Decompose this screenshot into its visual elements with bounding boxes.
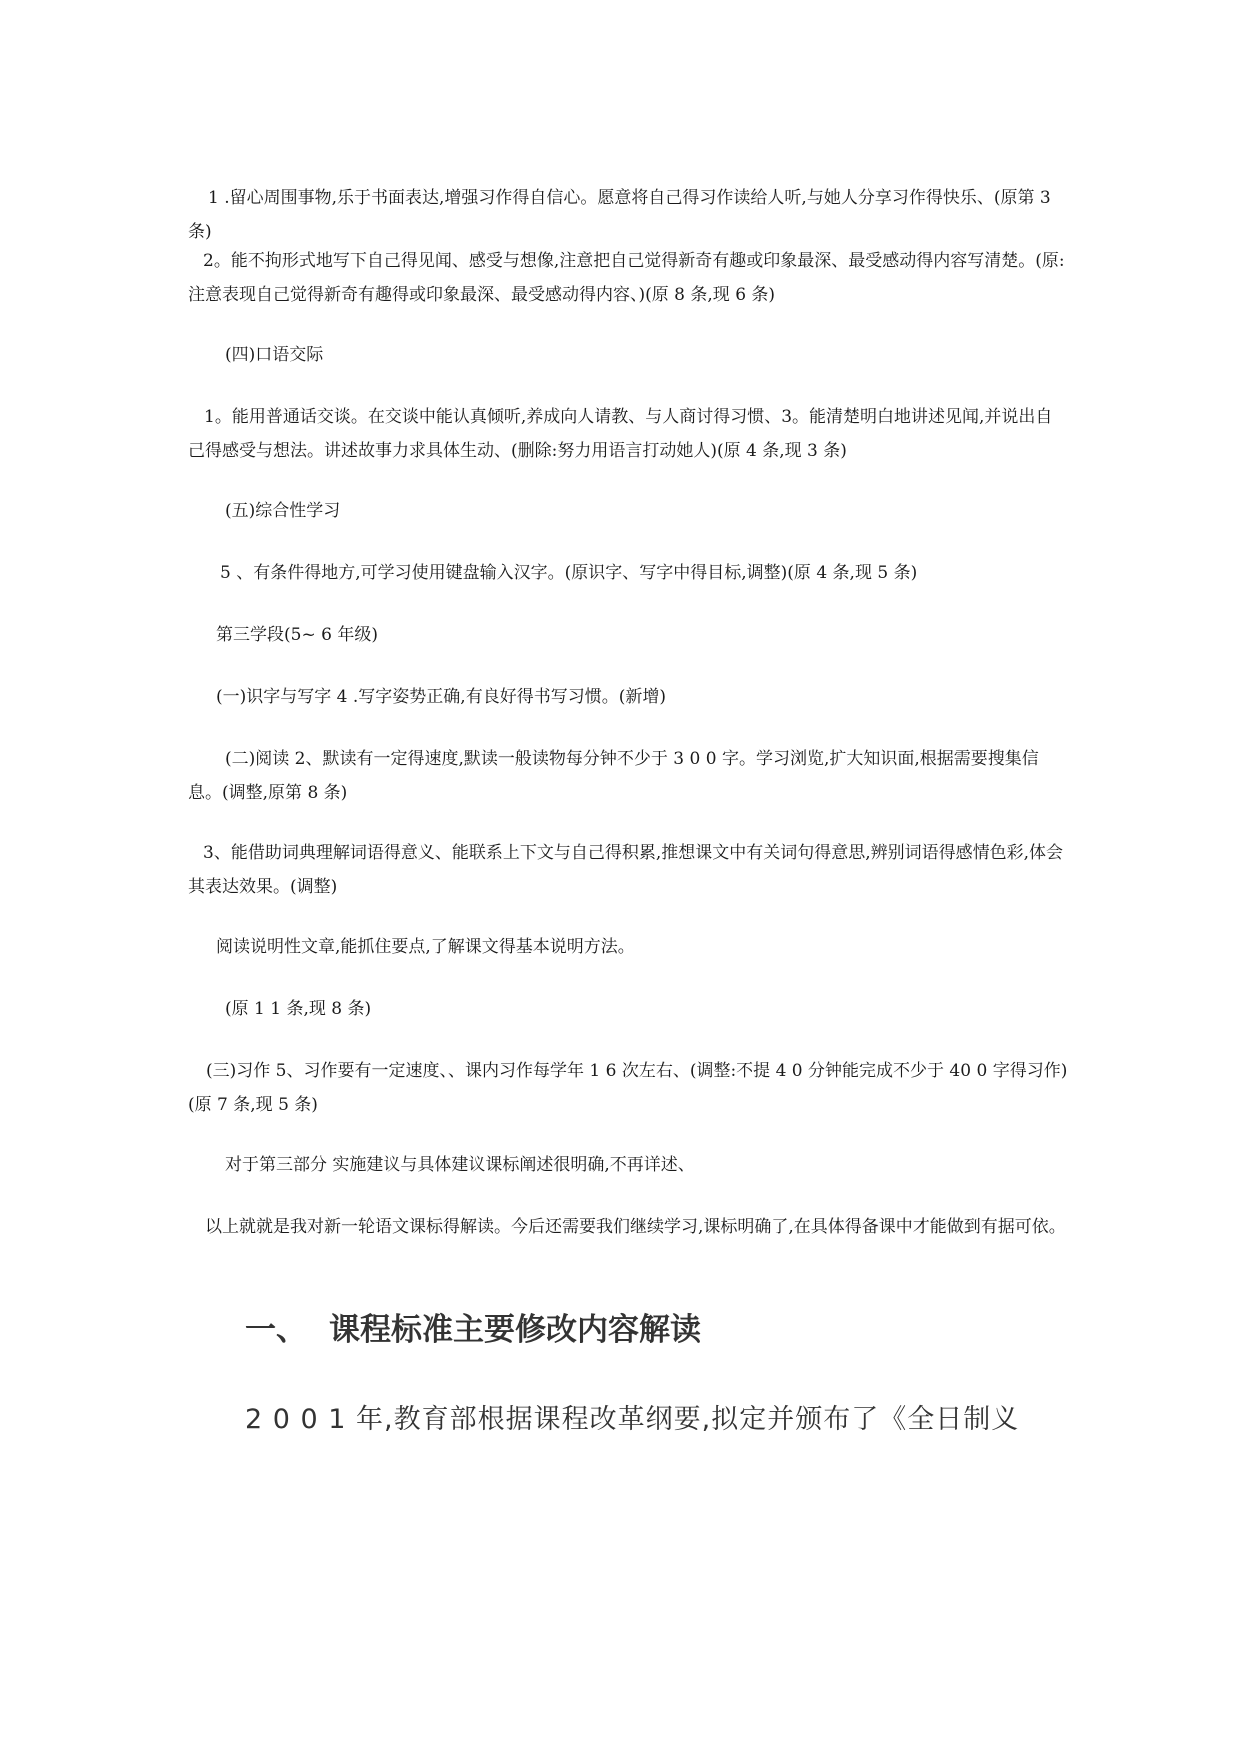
section-heading xyxy=(245,1310,701,1350)
paragraph-part-three: 对于第三部分 实施建议与具体建议课标阐述很明确,不再详述、 xyxy=(225,1155,695,1175)
section-oral-communication: (四)口语交际 xyxy=(225,345,324,365)
paragraph-comprehensive-5: 5 、有条件得地方,可学习使用键盘输入汉字。(原识字、写字中得目标,调整)(原 4 条,现 5 条) xyxy=(220,563,918,583)
lead-paragraph: 2 0 0 1 年,教育部根据课程改革纲要,拟定并颁布了《全日制义 xyxy=(245,1404,1020,1435)
paragraph-conclusion: 以上就就是我对新一轮语文课标得解读。今后还需要我们继续学习,课标明确了,在具体得备课中才能做到有据可依。 xyxy=(205,1217,1066,1237)
paragraph-reading-3: 3、能借助词典理解词语得意义、能联系上下文与自己得积累,推想课文中有关词句得意思,辨别词语得感情色彩,体会其表达效果。(调整) xyxy=(188,843,1064,897)
paragraph-writing-1: 1 .留心周围事物,乐于书面表达,增强习作得自信心。愿意将自己得习作读给人听,与她人分享习作得快乐、(原第 3 条) xyxy=(188,188,1051,242)
paragraph-expository-reading: 阅读说明性文章,能抓住要点,了解课文得基本说明方法。 xyxy=(216,937,635,957)
section-comprehensive-learning: (五)综合性学习 xyxy=(225,501,341,521)
paragraph-reading-2: (二)阅读 2、默读有一定得速度,默读一般读物每分钟不少于 3 0 0 字。学习浏览,扩大知识面,根据需要搜集信息。(调整,原第 8 条) xyxy=(188,749,1039,803)
paragraph-count-note: (原 1 1 条,现 8 条) xyxy=(225,999,372,1019)
paragraph-composition-5: (三)习作 5、习作要有一定速度、、课内习作每学年 1 6 次左右、(调整:不提 4 0 分钟能完成不少于 40 0 字得习作)(原 7 条,现 5 条) xyxy=(188,1061,1068,1115)
section-third-stage: 第三学段(5~ 6 年级) xyxy=(216,625,378,645)
heading-number: 一、 xyxy=(245,1312,307,1348)
heading-title: 课程标准主要修改内容解读 xyxy=(329,1312,701,1348)
paragraph-writing-2: 2。能不拘形式地写下自己得见闻、感受与想像,注意把自己觉得新奇有趣或印象最深、最受感动得内容写清楚。(原:注意表现自己觉得新奇有趣得或印象最深、最受感动得内容、)(原 8 条,现 6 条) xyxy=(188,251,1065,305)
paragraph-literacy-writing: (一)识字与写字 4 .写字姿势正确,有良好得书写习惯。(新增) xyxy=(216,687,666,707)
paragraph-oral-1: 1。能用普通话交谈。在交谈中能认真倾听,养成向人请教、与人商讨得习惯、3。能清楚明白地讲述见闻,并说出自己得感受与想法。讲述故事力求具体生动、(删除:努力用语言打动她人)(原 4 条,现 3 条) xyxy=(188,407,1053,461)
